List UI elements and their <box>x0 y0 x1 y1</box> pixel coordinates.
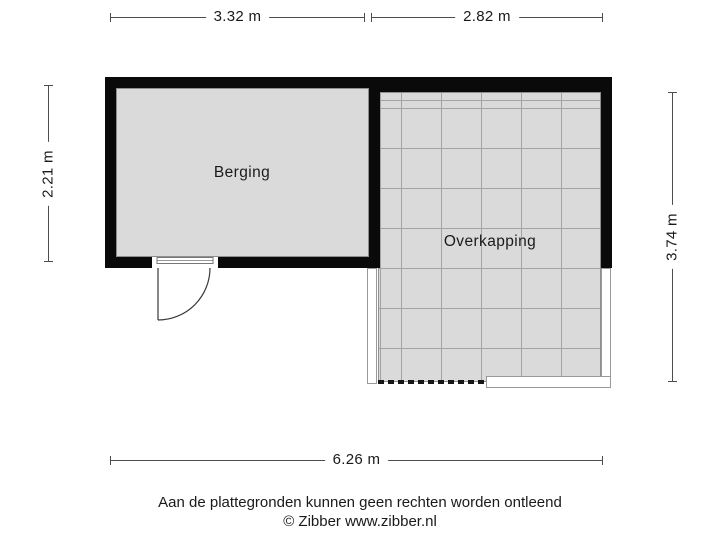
dimension-label: 2.82 m <box>455 8 519 25</box>
room-label-berging: Berging <box>213 164 271 181</box>
overkapping-left-open-wall <box>367 268 377 384</box>
dimension-tick <box>44 85 53 86</box>
dimension-tick <box>364 13 365 22</box>
door-icon <box>140 250 240 340</box>
dimension-label: 6.26 m <box>325 451 389 468</box>
dimension-label: 3.32 m <box>206 8 270 25</box>
dimension-tick <box>110 456 111 465</box>
dimension-tick <box>44 261 53 262</box>
dimension-right <box>663 92 681 382</box>
overkapping-top-wall <box>369 77 612 92</box>
dimension-left <box>39 85 57 262</box>
dimension-tick <box>668 381 677 382</box>
room-label-overkapping: Overkapping <box>443 233 537 250</box>
overkapping-right-open-wall <box>601 268 611 388</box>
dimension-bottom <box>110 450 603 468</box>
dimension-tick <box>668 92 677 93</box>
overkapping-right-wall <box>601 77 612 268</box>
dimension-label: 3.74 m <box>664 205 681 269</box>
dimension-tick <box>602 456 603 465</box>
dimension-top-berging <box>110 7 365 25</box>
dimension-label: 2.21 m <box>40 142 57 206</box>
overkapping-dashed-boundary <box>378 380 488 384</box>
dimension-top-overkapping <box>371 7 603 25</box>
dimension-tick <box>602 13 603 22</box>
dimension-tick <box>110 13 111 22</box>
footer-disclaimer: Aan de plattegronden kunnen geen rechten worden ontleend <box>158 494 562 511</box>
dimension-tick <box>371 13 372 22</box>
footer-copyright: © Zibber www.zibber.nl <box>283 513 437 530</box>
overkapping-step <box>486 376 611 388</box>
